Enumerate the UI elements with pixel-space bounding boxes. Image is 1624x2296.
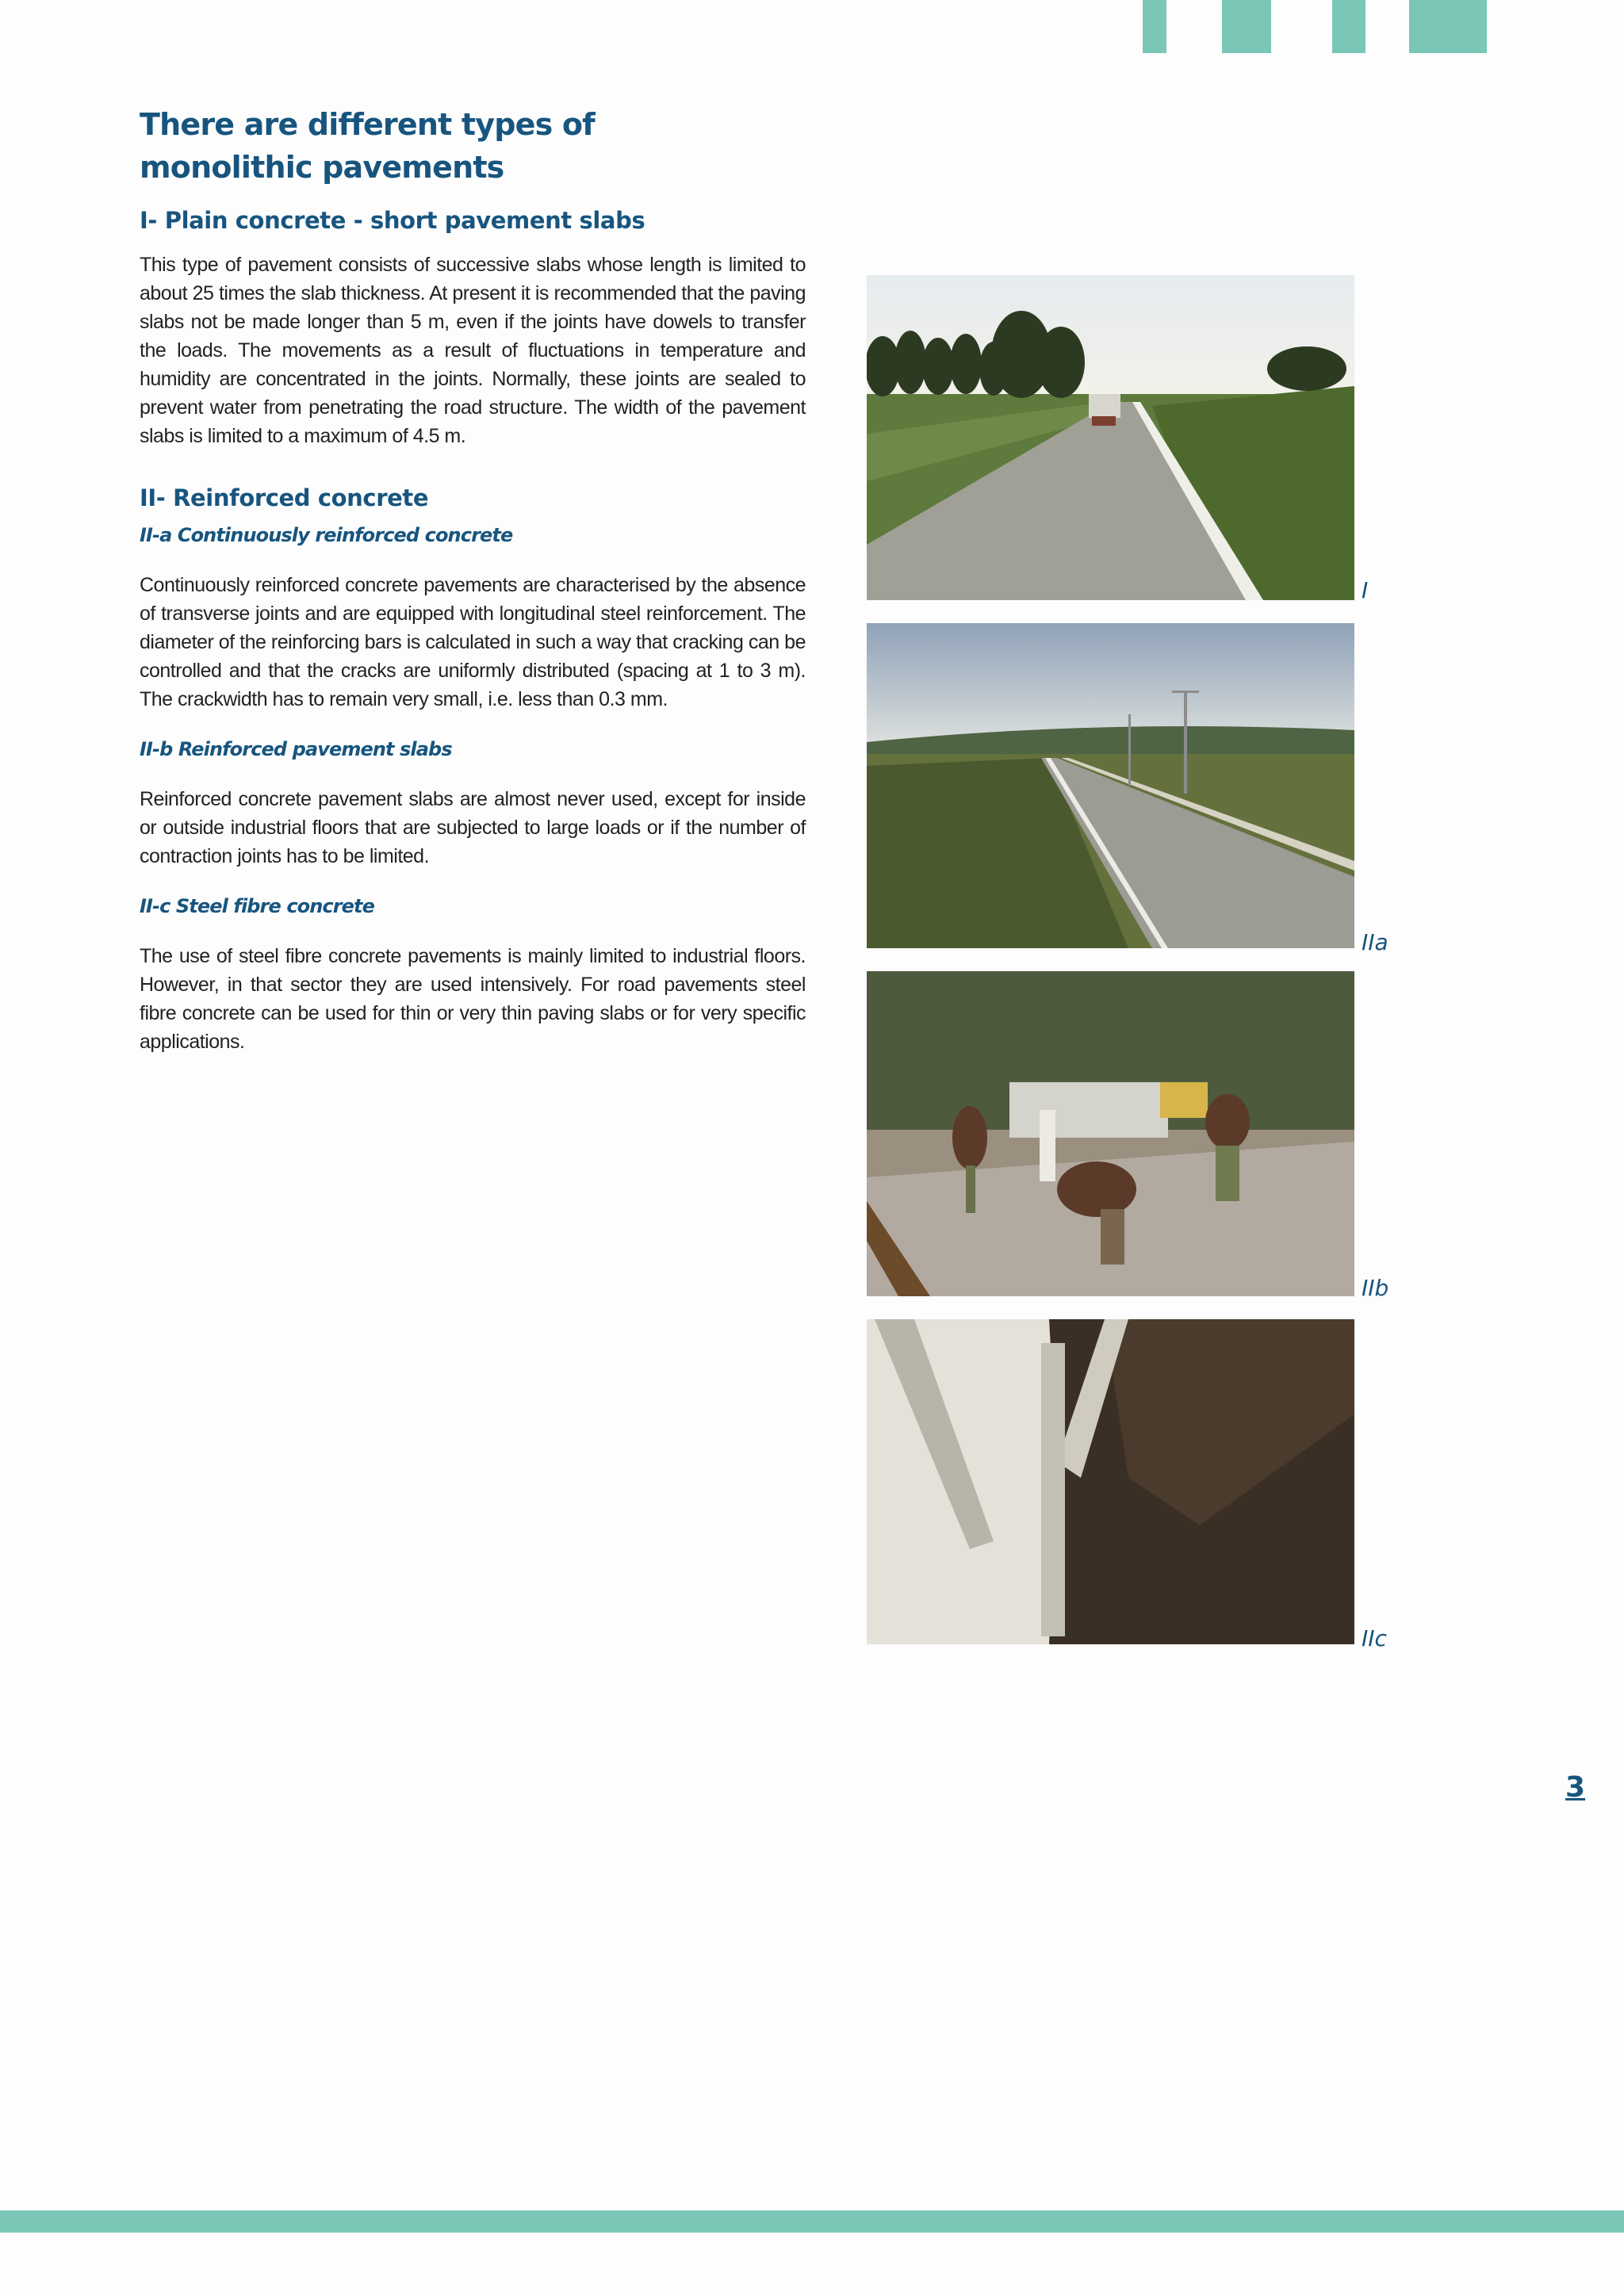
page-title-line-2: monolithic pavements: [140, 150, 504, 185]
photo-caption-iia: IIa: [1362, 929, 1388, 955]
subheading-continuously-reinforced: II-a Continuously reinforced concrete: [140, 524, 513, 546]
paragraph-reinforced-slabs: Reinforced concrete pavement slabs are almost never used, except for inside or outside industrial floors that are subjected to large loads or if the number of contraction joints has to be limited.: [140, 788, 806, 867]
photo-caption-iic: IIc: [1362, 1625, 1387, 1651]
header-tab-2: [1222, 0, 1271, 53]
text-column: [140, 103, 806, 1056]
footer-band: [0, 2210, 1624, 2233]
page-number: 3: [1565, 1771, 1586, 1804]
header-tab-3: [1332, 0, 1365, 53]
paragraph-plain: This type of pavement consists of successive slabs whose length is limited to about 25 times the slab thickness. At present it is recommended that the paving slabs not be made longer than 5 m, even if the joints have dowels to transfer the loads. The movements as a result of fluctuations in temperature and humidity are concentrated in the joints. Normally, these joints are sealed to prevent water from penetrating the road structure. The width of the pavement slabs is limited to a maximum of 4.5 m.: [140, 254, 806, 447]
paragraph-continuously-reinforced: Continuously reinforced concrete pavements are characterised by the absence of transverse joints and are equipped with longitudinal steel reinforcement. The diameter of the reinforcing bars is calculated in such a way that cracking can be controlled and that the cracks are uniformly distributed (spacing at 1 to 3 m). The crackwidth has to remain very small, i.e. less than 0.3 mm.: [140, 574, 806, 710]
page-title: [140, 103, 806, 189]
photo-caption-i: I: [1362, 577, 1369, 603]
header-tab-4: [1409, 0, 1487, 53]
photo-caption-iib: IIb: [1362, 1275, 1389, 1301]
photo-steel-fibre-concrete: [867, 1319, 1354, 1644]
page-title-line-1: There are different types of: [140, 107, 595, 142]
photo-continuously-reinforced-motorway: [867, 623, 1354, 948]
photo-reinforced-slabs-workers: [867, 971, 1354, 1296]
header-tab-1: [1143, 0, 1166, 53]
paragraph-steel-fibre: The use of steel fibre concrete pavements is mainly limited to industrial floors. However, in that sector they are used intensively. For road pavements steel fibre concrete can be used for thin or very thin paving slabs or for very specific applications.: [140, 945, 806, 1053]
subheading-steel-fibre: II-c Steel fibre concrete: [140, 895, 375, 917]
photo-plain-concrete-road: [867, 275, 1354, 600]
section-heading-reinforced: II- Reinforced concrete: [140, 484, 429, 511]
subheading-reinforced-slabs: II-b Reinforced pavement slabs: [140, 738, 452, 760]
section-heading-plain: I- Plain concrete - short pavement slabs: [140, 207, 645, 234]
